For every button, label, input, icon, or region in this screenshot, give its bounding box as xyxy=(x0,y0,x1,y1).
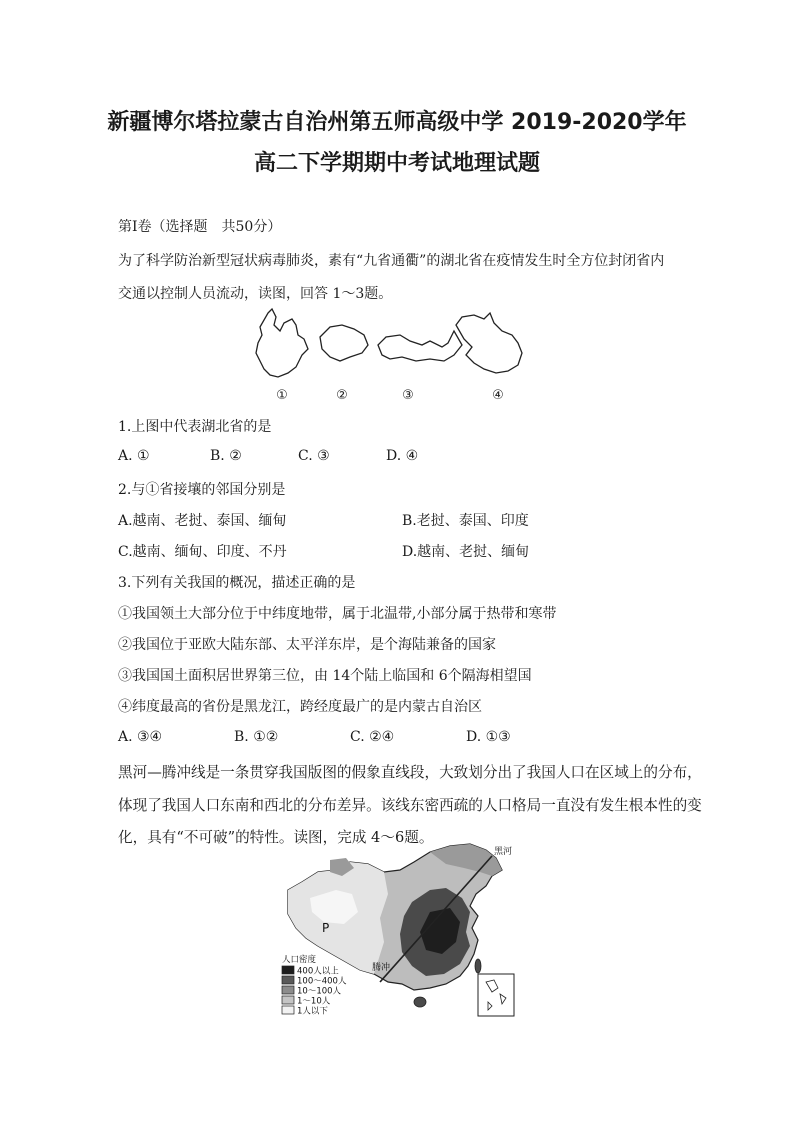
intro2-line3: 化，具有“不可破”的特性。读图，完成 4～6题。 xyxy=(118,829,434,846)
province-outline-2 xyxy=(320,325,368,361)
q3-statement-1: ①我国领土大部分位于中纬度地带，属于北温带,小部分属于热带和寒带 xyxy=(118,606,557,622)
legend-label-1: 400人以上 xyxy=(297,966,339,977)
q1-option-c: C. ③ xyxy=(298,448,330,464)
population-density-map xyxy=(280,842,540,1022)
province-outline-3 xyxy=(378,331,462,361)
q2-option-b: B.老挝、泰国、印度 xyxy=(402,513,529,529)
q3-option-a: A. ③④ xyxy=(118,729,163,745)
province-outline-1 xyxy=(256,309,308,377)
q3-option-b: B. ①② xyxy=(234,729,279,745)
legend-swatch-2 xyxy=(282,976,294,984)
q2-option-a: A.越南、老挝、泰国、缅甸 xyxy=(118,513,287,529)
q3-option-d: D. ①③ xyxy=(466,729,511,745)
point-label-p: P xyxy=(322,921,330,935)
city-label-heihe: 黑河 xyxy=(494,847,513,857)
q1-option-d: D. ④ xyxy=(386,448,419,464)
legend-label-3: 10～100人 xyxy=(297,986,342,997)
q3-options xyxy=(118,729,511,745)
figure1-label-3: ③ xyxy=(402,388,414,403)
legend-label-5: 1人以下 xyxy=(297,1006,328,1017)
title-line-1: 新疆博尔塔拉蒙古自治州第五师高级中学 2019-2020学年 xyxy=(107,110,687,135)
q3-option-c: C. ②④ xyxy=(350,729,395,745)
intro1-line2: 交通以控制人员流动，读图，回答 1～3题。 xyxy=(118,286,393,302)
intro2-line2: 体现了我国人口东南和西北的分布差异。该线东密西疏的人口格局一直没有发生根本性的变 xyxy=(118,797,702,814)
province-outline-4 xyxy=(456,313,522,373)
q3-statement-2: ②我国位于亚欧大陆东部、太平洋东岸，是个海陆兼备的国家 xyxy=(118,637,496,653)
q3-stem: 3.下列有关我国的概况，描述正确的是 xyxy=(118,575,356,591)
figure1-label-2: ② xyxy=(336,388,348,403)
q3-statement-3: ③我国国土面积居世界第三位，由 14个陆上临国和 6个隔海相望国 xyxy=(118,668,532,684)
legend-label-4: 1～10人 xyxy=(297,996,331,1007)
figure1-label-1: ① xyxy=(276,388,288,403)
intro2-line1: 黑河—腾冲线是一条贯穿我国版图的假象直线段，大致划分出了我国人口在区域上的分布， xyxy=(118,764,702,781)
legend-swatch-1 xyxy=(282,966,294,974)
q2-option-d: D.越南、老挝、缅甸 xyxy=(402,544,530,560)
province-outlines-figure xyxy=(250,305,550,405)
legend-swatch-4 xyxy=(282,996,294,1004)
legend-swatch-5 xyxy=(282,1006,294,1014)
figure1-label-4: ④ xyxy=(492,388,504,403)
legend-label-2: 100～400人 xyxy=(297,976,347,987)
intro1-line1: 为了科学防治新型冠状病毒肺炎，素有“九省通衢”的湖北省在疫情发生时全方位封闭省内 xyxy=(118,253,665,269)
q1-option-a: A. ① xyxy=(118,448,150,464)
q1-options xyxy=(118,448,418,464)
legend-swatch-3 xyxy=(282,986,294,994)
q3-statement-4: ④纬度最高的省份是黑龙江，跨经度最广的是内蒙古自治区 xyxy=(118,699,482,715)
section-heading: 第Ⅰ卷（选择题 共50分） xyxy=(118,219,282,235)
q1-stem: 1.上图中代表湖北省的是 xyxy=(118,419,272,435)
city-label-tengchong: 腾冲 xyxy=(372,963,391,973)
south-china-sea-inset xyxy=(478,974,514,1016)
title-line-2: 高二下学期期中考试地理试题 xyxy=(253,151,540,176)
hainan-island xyxy=(414,997,426,1007)
q2-stem: 2.与①省接壤的邻国分别是 xyxy=(118,482,286,498)
q2-option-c: C.越南、缅甸、印度、不丹 xyxy=(118,544,287,560)
legend-title: 人口密度 xyxy=(282,955,317,965)
q1-option-b: B. ② xyxy=(210,448,242,464)
population-density-legend xyxy=(282,954,347,1017)
